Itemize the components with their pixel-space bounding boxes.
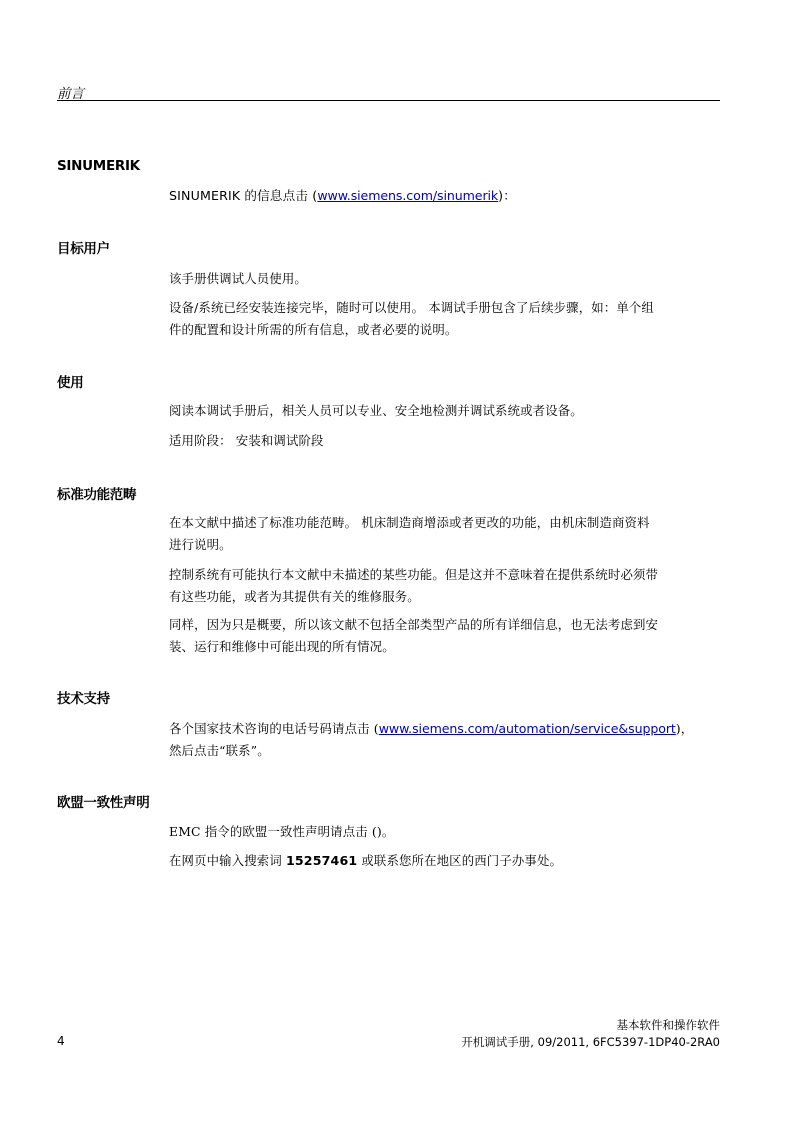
usage-paragraph-2: 适用阶段： 安装和调试阶段 (169, 433, 324, 448)
scope-paragraph-1 (169, 512, 721, 556)
target-users-paragraph-1: 该手册供调试人员使用。 (169, 271, 307, 286)
heading-sinumerik: SINUMERIK (57, 158, 140, 174)
scope-p1-line-1: 在本文献中描述了标准功能范畴。 机床制造商增添或者更改的功能，由机床制造商资料 (169, 515, 650, 530)
usage-paragraph-1: 阅读本调试手册后，相关人员可以专业、安全地检测并调试系统或者设备。 (169, 403, 583, 418)
page-number: 4 (57, 1034, 65, 1048)
support-text-prefix: 各个国家技术咨询的电话号码请点击 ( (169, 721, 379, 736)
sinumerik-link[interactable]: www.siemens.com/sinumerik (317, 188, 499, 203)
heading-target-users: 目标用户 (57, 241, 110, 257)
support-link[interactable]: www.siemens.com/automation/service&support (378, 721, 676, 736)
heading-technical-support: 技术支持 (57, 691, 110, 707)
scope-paragraph-3 (169, 614, 721, 658)
header-divider (57, 100, 720, 101)
sinumerik-paragraph (169, 185, 721, 207)
sinumerik-text-prefix: SINUMERIK 的信息点击 ( (169, 188, 318, 203)
target-users-p2-line-2: 件的配置和设计所需的所有信息，或者必要的说明。 (169, 322, 458, 337)
support-text-suffix: )， (675, 721, 694, 736)
footer-line-1: 基本软件和操作软件 (616, 1018, 720, 1032)
target-users-paragraph-2 (169, 297, 721, 341)
sinumerik-text-suffix: )： (498, 188, 516, 203)
eu-p2-prefix: 在网页中输入搜索词 (169, 853, 286, 868)
scope-p1-line-2: 进行说明。 (169, 537, 232, 552)
scope-p3-line-2: 装、运行和维修中可能出现的所有情况。 (169, 639, 395, 654)
scope-p2-line-1: 控制系统有可能执行本文献中未描述的某些功能。但是这并不意味着在提供系统时必须带 (169, 567, 659, 582)
eu-p2-suffix: 或联系您所在地区的西门子办事处。 (357, 853, 563, 868)
running-header-title: 前言 (57, 86, 84, 102)
eu-paragraph-1: EMC 指令的欧盟一致性声明请点击 ()。 (169, 824, 395, 839)
eu-search-term: 15257461 (285, 853, 358, 868)
footer-document-info (461, 1017, 720, 1051)
heading-standard-scope: 标准功能范畴 (57, 487, 137, 503)
heading-usage: 使用 (57, 375, 84, 391)
scope-p3-line-1: 同样，因为只是概要，所以该文献不包括全部类型产品的所有详细信息，也无法考虑到安 (169, 617, 659, 632)
scope-p2-line-2: 有这些功能，或者为其提供有关的维修服务。 (169, 589, 420, 604)
scope-paragraph-2 (169, 564, 721, 608)
footer-line-2: 开机调试手册, 09/2011, 6FC5397-1DP40-2RA0 (461, 1035, 720, 1049)
eu-paragraph-2 (169, 850, 721, 872)
target-users-p2-line-1: 设备/系统已经安装连接完毕，随时可以使用。 本调试手册包含了后续步骤，如：单个组 (169, 300, 654, 315)
heading-eu-declaration: 欧盟一致性声明 (57, 795, 150, 811)
support-paragraph (169, 718, 721, 762)
support-line-2: 然后点击“联系”。 (169, 743, 270, 758)
